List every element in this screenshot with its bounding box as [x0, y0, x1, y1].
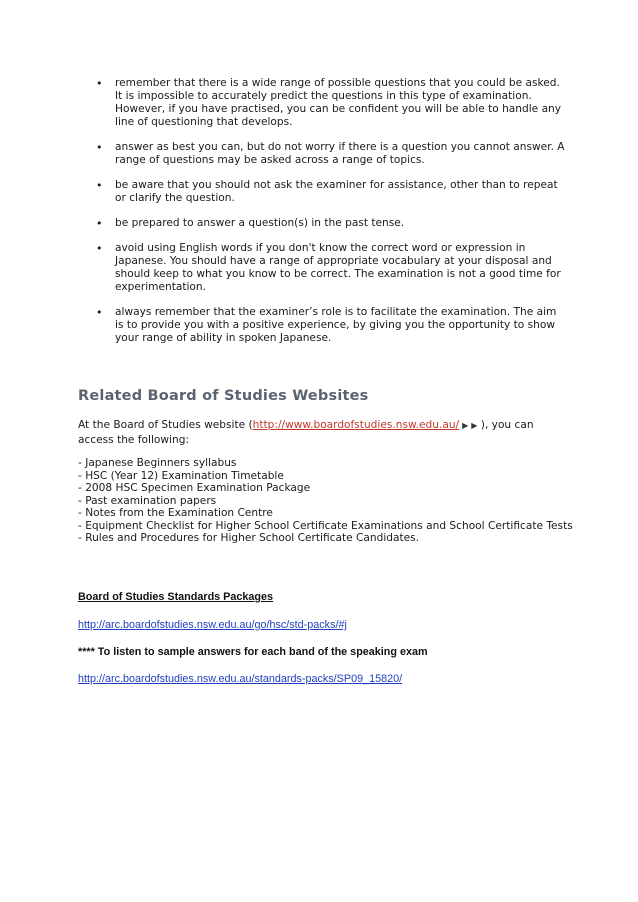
intro-text-after: ), you can access the following: — [78, 419, 534, 446]
bullet-text: avoid using English words if you don't know the correct word or expression in Japanese. You should have a range of appropriate vocabulary at your disposal and should keep to what you know to be correct. The examination is not a good time for experimentation. — [115, 242, 561, 293]
list-item: - Past examination papers — [78, 494, 217, 507]
listen-sample-answers-text: **** To listen to sample answers for each band of the speaking exam — [78, 646, 428, 658]
list-item: - HSC (Year 12) Examination Timetable — [78, 469, 284, 482]
arrow-right-icon: ▶ — [471, 421, 478, 430]
list-item — [78, 242, 568, 294]
list-item — [78, 306, 568, 345]
arrow-right-icon: ▶ — [462, 421, 469, 430]
list-item: - Rules and Procedures for Higher School Certificate Candidates. — [78, 532, 420, 544]
standards-packs-link[interactable]: http://arc.boardofstudies.nsw.edu.au/go/hsc/std-packs/#j — [78, 619, 347, 631]
resource-list — [78, 457, 573, 545]
bullet-icon: • — [96, 306, 103, 319]
advice-bullet-list — [78, 77, 568, 357]
bullet-icon: • — [96, 242, 103, 255]
bullet-text: always remember that the examiner’s role is to facilitate the examination. The aim is to provide you with a positive experience, by giving you the opportunity to show your range of ability in spoken Japanese. — [115, 306, 557, 344]
related-intro-paragraph — [78, 418, 568, 447]
bullet-text: remember that there is a wide range of possible questions that you could be asked. It is impossible to accurately predict the questions in this type of examination. However, if you have practised, you can be confident you will be able to handle any line of questioning that develops. — [115, 77, 562, 128]
list-item: - Notes from the Examination Centre — [78, 507, 273, 519]
list-item: - Japanese Beginners syllabus — [78, 457, 237, 469]
sample-answers-link[interactable]: http://arc.boardofstudies.nsw.edu.au/standards-packs/SP09_15820/ — [78, 673, 403, 685]
related-websites-heading: Related Board of Studies Websites — [78, 388, 369, 404]
list-item — [78, 141, 568, 167]
list-item — [78, 217, 568, 230]
bullet-icon: • — [96, 141, 103, 154]
bullet-text: be prepared to answer a question(s) in the past tense. — [115, 217, 405, 229]
bullet-icon: • — [96, 77, 103, 90]
bullet-icon: • — [96, 217, 103, 230]
standards-packages-heading: Board of Studies Standards Packages — [78, 591, 274, 603]
list-item: - Equipment Checklist for Higher School Certificate Examinations and School Certificate Tests — [78, 519, 573, 532]
list-item — [78, 179, 568, 205]
board-of-studies-link[interactable]: http://www.boardofstudies.nsw.edu.au/ — [252, 419, 460, 431]
intro-text-before: At the Board of Studies website ( — [78, 419, 253, 431]
list-item — [78, 77, 568, 129]
list-item: - 2008 HSC Specimen Examination Package — [78, 482, 311, 494]
bullet-icon: • — [96, 179, 103, 192]
bullet-text: answer as best you can, but do not worry if there is a question you cannot answer. A range of questions may be asked across a range of topics. — [115, 141, 565, 166]
bullet-text: be aware that you should not ask the examiner for assistance, other than to repeat or clarify the question. — [115, 179, 558, 204]
